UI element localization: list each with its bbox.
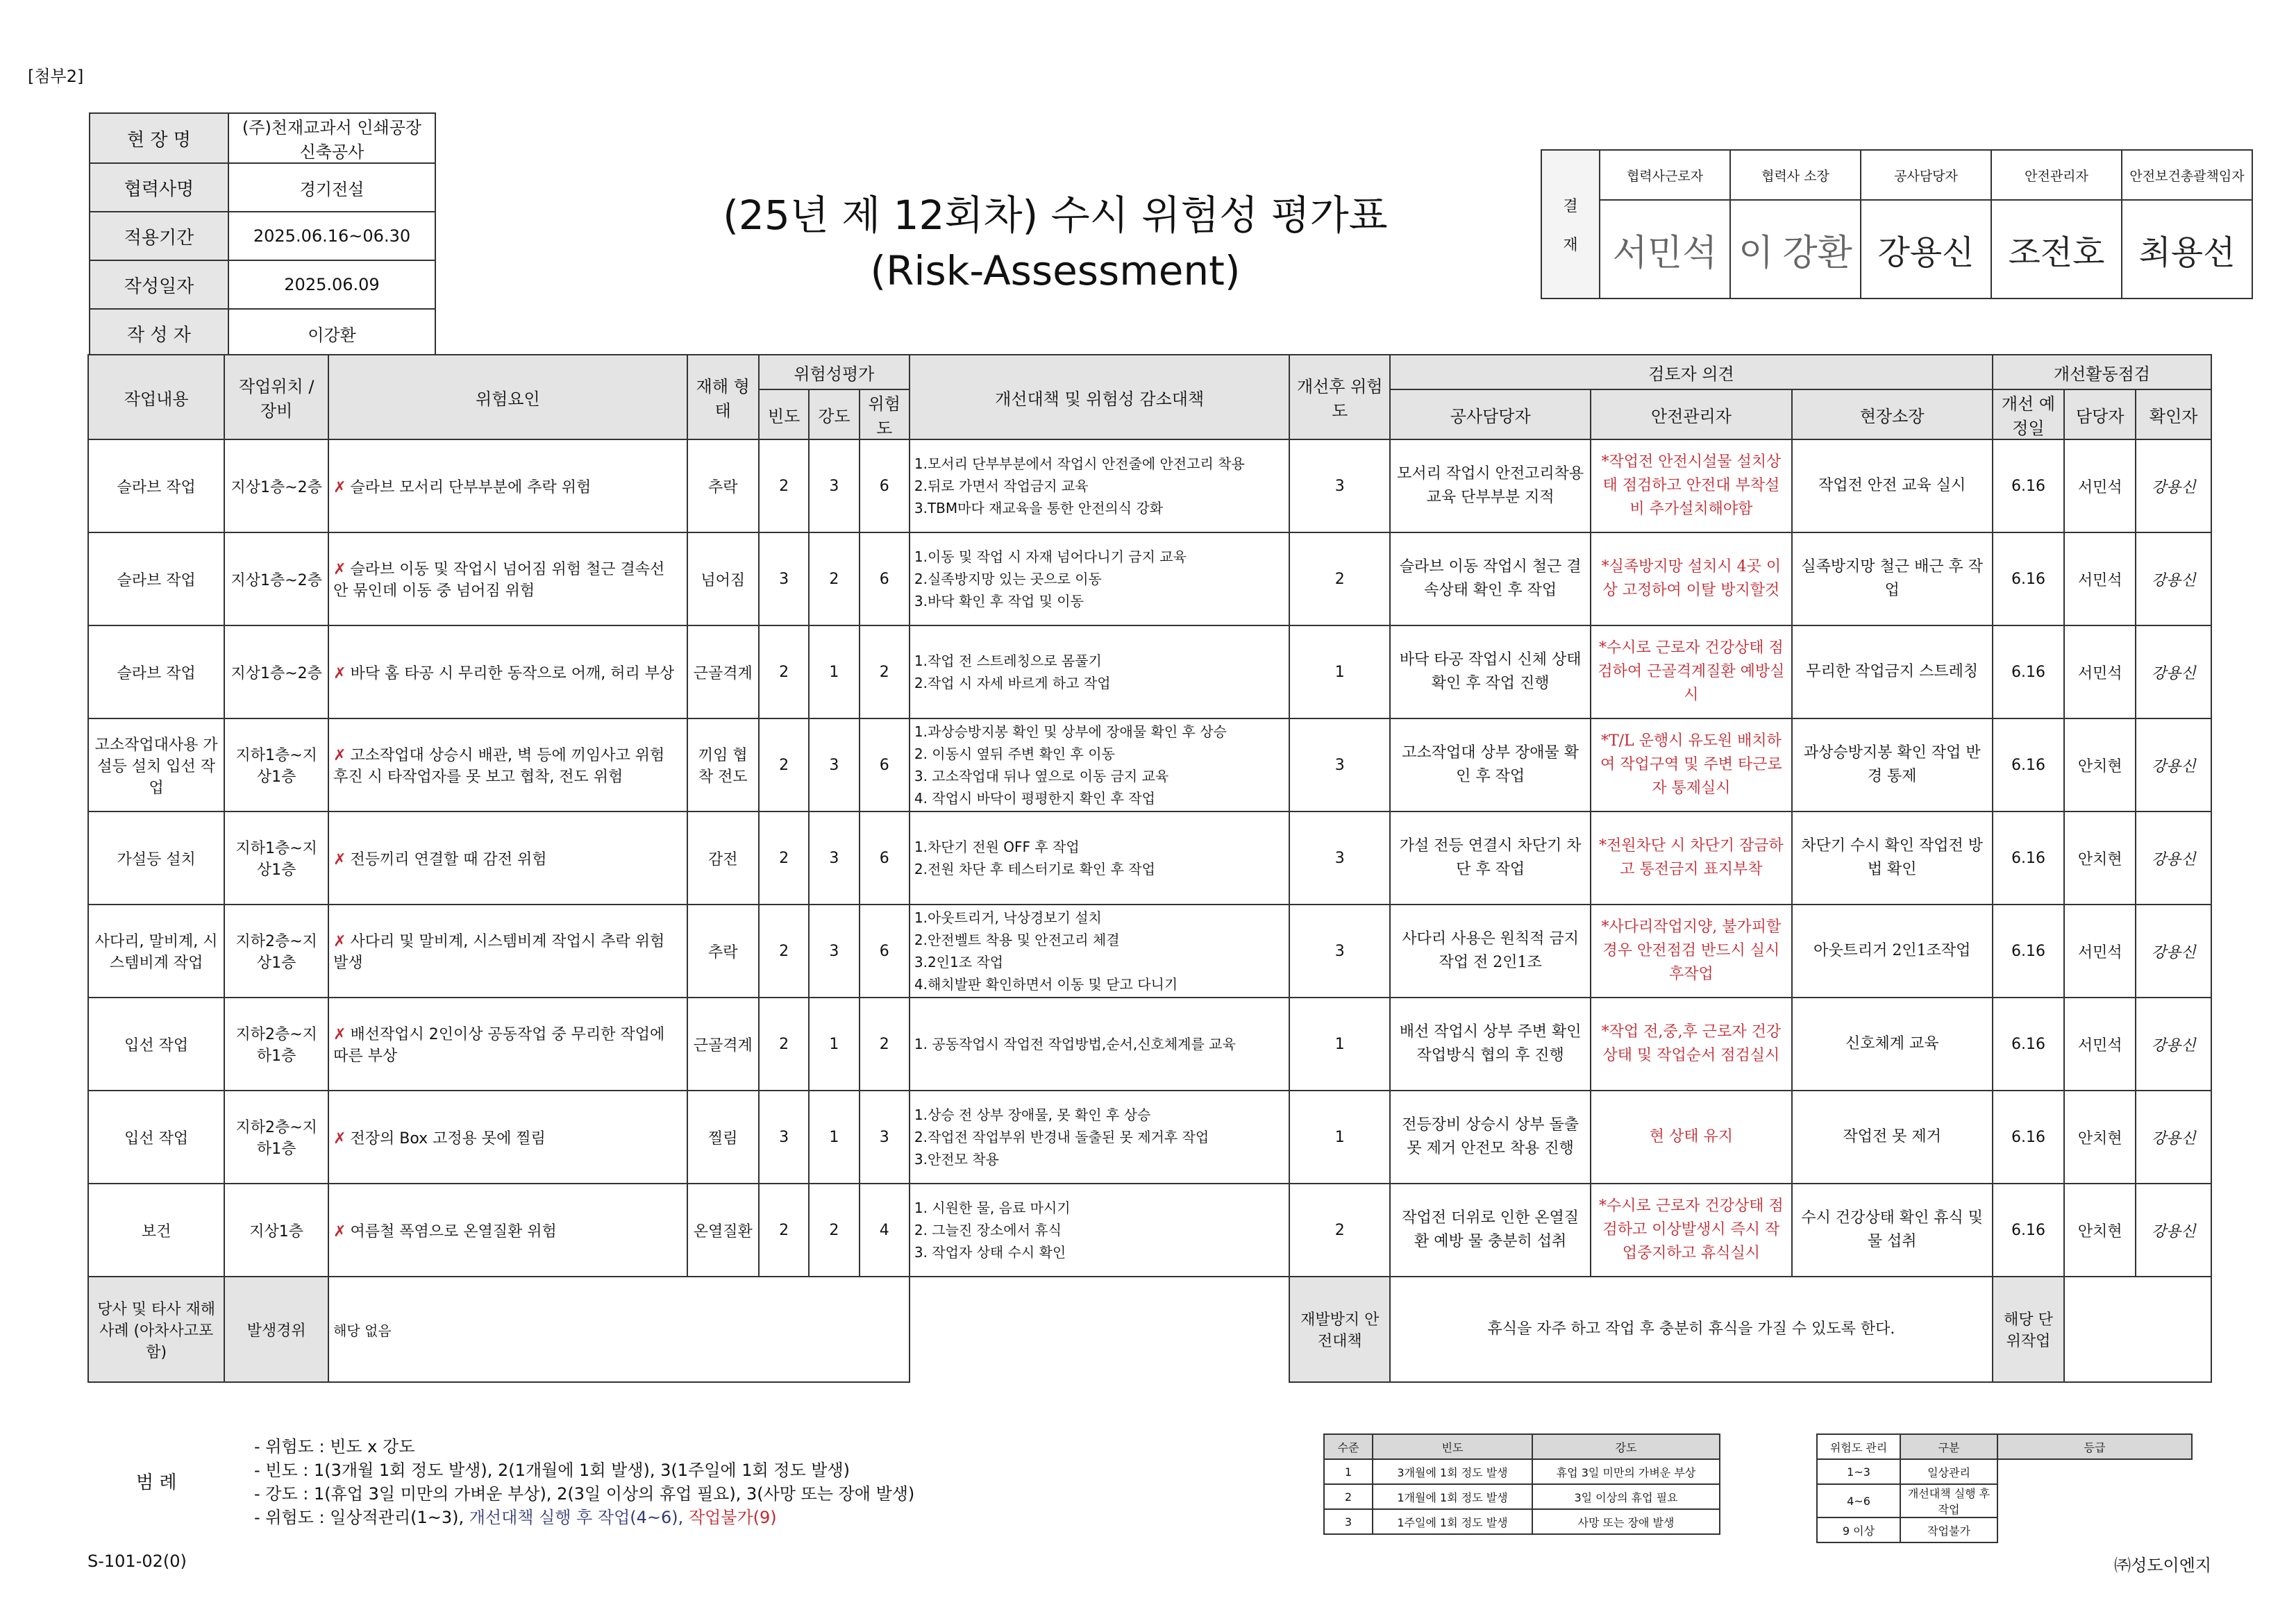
sev-cell: 3 [809, 812, 859, 905]
approval-side-2: 재 [1563, 236, 1578, 254]
date-cell: 6.16 [1993, 1184, 2064, 1277]
approval-table [1541, 149, 2253, 299]
review-site-director: 과상승방지봉 확인 작업 반경 통제 [1792, 718, 1993, 812]
review-site-manager: 전등장비 상승시 상부 돌출 못 제거 안전모 착용 진행 [1390, 1091, 1591, 1184]
improvement-line: 1.아웃트리거, 낙상경보기 설치 [914, 909, 1102, 926]
work-cell: 슬라브 작업 [88, 439, 224, 532]
header-label: 현 장 명 [90, 113, 228, 163]
review-site-manager: 가설 전등 연결시 차단기 차단 후 작업 [1390, 812, 1591, 905]
review-safety-manager: *사다리작업지양, 불가피할 경우 안전점검 반드시 실시후작업 [1591, 905, 1791, 998]
page-title [486, 187, 1625, 298]
col-activity: 개선활동점검 [1993, 355, 2211, 389]
sev-cell: 3 [809, 905, 859, 998]
mini2-row [1817, 1517, 2192, 1542]
signature-1: 서민석 [1600, 200, 1730, 298]
hazard-text: 배선작업시 2인이상 공동작업 중 무리한 작업에 따른 부상 [333, 1026, 665, 1065]
mini2-h0: 구분 [1900, 1434, 1997, 1459]
hazard-text: 전등끼리 연결할 때 감전 위험 [350, 850, 547, 868]
improvement-line: 1.차단기 전원 OFF 후 작업 [914, 839, 1080, 855]
prevention-label: 재발방지 안전대책 [1289, 1277, 1390, 1382]
legend-line-4 [254, 1506, 914, 1529]
col-sev: 강도 [809, 389, 859, 439]
checker-signature: 강용신 [2136, 1091, 2211, 1184]
improvement-line: 4. 작업시 바닥이 평평한지 확인 후 작업 [914, 790, 1155, 807]
improvement-line: 1.작업 전 스트레칭으로 몸풀기 [914, 653, 1102, 669]
signature-4: 조전호 [1991, 200, 2122, 298]
mini1-cell: 2 [1324, 1484, 1373, 1509]
header-value: 이강환 [228, 309, 435, 358]
review-site-director: 차단기 수시 확인 작업전 방법 확인 [1792, 812, 1993, 905]
col-improvement: 개선대책 및 위험성 감소대책 [910, 355, 1290, 439]
strike-mark: ✗ [333, 478, 346, 496]
date-cell: 6.16 [1993, 998, 2064, 1091]
mini2-row [1817, 1484, 2192, 1517]
owner-cell: 서민석 [2064, 532, 2136, 625]
mini1-h0: 수준 [1324, 1434, 1373, 1459]
freq-cell: 2 [759, 439, 809, 532]
work-cell: 보건 [88, 1184, 224, 1277]
table-row [88, 439, 2211, 532]
type-cell: 끼임 협착 전도 [687, 718, 759, 812]
header-label: 적용기간 [90, 212, 228, 260]
hazard-text: 슬라브 모서리 단부부분에 추락 위험 [350, 478, 592, 496]
table-row [88, 812, 2211, 905]
case-label: 당사 및 타사 재해사례 (아차사고포함) [88, 1277, 224, 1382]
review-safety-manager: 현 상태 유지 [1591, 1091, 1791, 1184]
type-cell: 온열질환 [687, 1184, 759, 1277]
hazard-cell [328, 439, 687, 532]
sev-cell: 3 [809, 718, 859, 812]
hazard-text: 고소작업대 상승시 배관, 벽 등에 끼임사고 위험 후진 시 타작업자를 못 보고 협착, 전도 위험 [333, 747, 665, 786]
legend-label: 범 례 [136, 1472, 177, 1493]
mini1-cell: 1개월에 1회 정도 발생 [1373, 1484, 1532, 1509]
col-risk: 위험도 [860, 389, 910, 439]
improvement-line: 3. 작업자 상태 수시 확인 [914, 1244, 1066, 1261]
signature-2: 이 강환 [1730, 200, 1861, 298]
hazard-cell [328, 905, 687, 998]
risk-cell: 2 [860, 625, 910, 718]
type-cell: 찔림 [687, 1091, 759, 1184]
review-site-manager: 모서리 작업시 안전고리착용 교육 단부부분 지적 [1390, 439, 1591, 532]
attachment-label: [첨부2] [28, 67, 84, 86]
risk-cell: 6 [860, 812, 910, 905]
mini1-cell: 3개월에 1회 정도 발생 [1373, 1459, 1532, 1484]
legend-line-2: - 빈도 : 1(3개월 1회 정도 발생), 2(1개월에 1회 발생), 3(1주일에 1회 정도 발생) [254, 1461, 850, 1480]
signature-3: 강용신 [1861, 200, 1991, 298]
location-cell: 지하2층~지상1층 [224, 905, 328, 998]
mini1-row [1324, 1459, 1720, 1484]
review-safety-manager: *전원차단 시 차단기 잠금하고 통전금지 표지부착 [1591, 812, 1791, 905]
improvement-line: 2. 이동시 옆뒤 주변 확인 후 이동 [914, 746, 1115, 762]
review-site-director: 실족방지망 철근 배근 후 작업 [1792, 532, 1993, 625]
risk-cell: 2 [860, 998, 910, 1091]
table-row [88, 998, 2211, 1091]
header-label: 작 성 자 [90, 309, 228, 358]
improvement-line: 1.모서리 단부부분에서 작업시 안전줄에 안전고리 착용 [914, 455, 1245, 472]
improvement-cell [910, 998, 1290, 1091]
checker-signature: 강용신 [2136, 812, 2211, 905]
mini2-side: 위험도 관리 [1817, 1434, 1900, 1459]
improvement-line: 1. 시원한 물, 음료 마시기 [914, 1200, 1071, 1216]
col-risk-eval: 위험성평가 [759, 355, 910, 389]
review-site-director: 작업전 안전 교육 실시 [1792, 439, 1993, 532]
date-cell: 6.16 [1993, 718, 2064, 812]
mini1-cell: 1 [1324, 1459, 1373, 1484]
role-5: 안전보건총괄책임자 [2122, 150, 2252, 200]
checker-signature: 강용신 [2136, 625, 2211, 718]
work-cell: 입선 작업 [88, 1091, 224, 1184]
mini2-cell: 1~3 [1817, 1459, 1900, 1484]
checker-signature: 강용신 [2136, 1184, 2211, 1277]
hazard-cell [328, 718, 687, 812]
freq-cell: 3 [759, 532, 809, 625]
strike-mark: ✗ [333, 1026, 346, 1043]
col-owner: 담당자 [2064, 389, 2136, 439]
improvement-cell [910, 718, 1290, 812]
role-4: 안전관리자 [1991, 150, 2122, 200]
date-cell: 6.16 [1993, 812, 2064, 905]
improvement-cell [910, 439, 1290, 532]
improvement-line: 2.뒤로 가면서 작업금지 교육 [914, 478, 1089, 494]
date-cell: 6.16 [1993, 532, 2064, 625]
improvement-line: 1.상승 전 상부 장애물, 못 확인 후 상승 [914, 1107, 1151, 1123]
col-type: 재해 형태 [687, 355, 759, 439]
work-cell: 입선 작업 [88, 998, 224, 1091]
improvement-line: 3.TBM마다 재교육을 통한 안전의식 강화 [914, 500, 1164, 516]
freq-cell: 2 [759, 718, 809, 812]
table-row [88, 718, 2211, 812]
hazard-cell [328, 998, 687, 1091]
review-site-manager: 고소작업대 상부 장애물 확인 후 작업 [1390, 718, 1591, 812]
type-cell: 감전 [687, 812, 759, 905]
mini1-cell: 사망 또는 장애 발생 [1532, 1509, 1720, 1534]
case-cause-label: 발생경위 [224, 1277, 328, 1382]
improvement-line: 1. 공동작업시 작업전 작업방법,순서,신호체계를 교육 [914, 1036, 1236, 1052]
review-site-director: 작업전 못 제거 [1792, 1091, 1993, 1184]
hazard-cell [328, 1091, 687, 1184]
review-safety-manager: *작업 전,중,후 근로자 건강상태 및 작업순서 점검실시 [1591, 998, 1791, 1091]
improvement-line: 4.해치발판 확인하면서 이동 및 닫고 다니기 [914, 976, 1178, 993]
sev-cell: 3 [809, 439, 859, 532]
improvement-cell [910, 812, 1290, 905]
role-1: 협력사근로자 [1600, 150, 1730, 200]
hazard-cell [328, 532, 687, 625]
mini2-h1: 등급 [1997, 1434, 2192, 1459]
improvement-cell [910, 1091, 1290, 1184]
freq-cell: 2 [759, 625, 809, 718]
location-cell: 지하1층~지상1층 [224, 718, 328, 812]
col-freq: 빈도 [759, 389, 809, 439]
risk-cell: 3 [860, 1091, 910, 1184]
improvement-line: 1.과상승방지봉 확인 및 상부에 장애물 확인 후 상승 [914, 723, 1227, 740]
signature-5: 최용선 [2122, 200, 2252, 298]
improvement-line: 2.작업전 작업부위 반경내 돌출된 못 제거후 작업 [914, 1129, 1209, 1145]
mini2-row [1817, 1459, 2192, 1484]
type-cell: 추락 [687, 905, 759, 998]
after-risk-cell: 3 [1289, 439, 1390, 532]
after-risk-cell: 1 [1289, 1091, 1390, 1184]
table-row [88, 1184, 2211, 1277]
risk-assessment-table [87, 354, 2212, 1383]
hazard-text: 슬라브 이동 및 작업시 넘어짐 위험 철근 결속선 안 묶인데 이동 중 넘어짐 위험 [333, 561, 665, 600]
col-date: 개선 예정일 [1993, 389, 2064, 439]
freq-cell: 3 [759, 1091, 809, 1184]
owner-cell: 서민석 [2064, 439, 2136, 532]
owner-cell: 안치현 [2064, 1184, 2136, 1277]
improvement-line: 2. 그늘진 장소에서 휴식 [914, 1222, 1062, 1238]
strike-mark: ✗ [333, 561, 346, 578]
after-risk-cell: 2 [1289, 532, 1390, 625]
location-cell: 지하2층~지하1층 [224, 998, 328, 1091]
risk-cell: 6 [860, 532, 910, 625]
role-2: 협력사 소장 [1730, 150, 1861, 200]
work-cell: 고소작업대사용 가설등 설치 입선 작업 [88, 718, 224, 812]
prevention-note: 휴식을 자주 하고 작업 후 충분히 휴식을 가질 수 있도록 한다. [1390, 1277, 1993, 1382]
improvement-cell [910, 905, 1290, 998]
header-label: 작성일자 [90, 260, 228, 309]
review-site-manager: 사다리 사용은 원칙적 금지 작업 전 2인1조 [1390, 905, 1591, 998]
freq-cell: 2 [759, 1184, 809, 1277]
improvement-line: 3.2인1조 작업 [914, 954, 1004, 970]
after-risk-cell: 1 [1289, 625, 1390, 718]
type-cell: 추락 [687, 439, 759, 532]
location-cell: 지하1층~지상1층 [224, 812, 328, 905]
sev-cell: 1 [809, 625, 859, 718]
col-after: 개선후 위험도 [1289, 355, 1390, 439]
improvement-line: 3.안전모 착용 [914, 1151, 999, 1168]
mini1-h2: 강도 [1532, 1434, 1720, 1459]
review-site-director: 수시 건강상태 확인 휴식 및 물 섭취 [1792, 1184, 1993, 1277]
work-cell: 슬라브 작업 [88, 532, 224, 625]
risk-cell: 6 [860, 905, 910, 998]
mini1-row [1324, 1484, 1720, 1509]
mini1-cell: 3 [1324, 1509, 1373, 1534]
mini2-cell: 9 이상 [1817, 1517, 1900, 1542]
sev-cell: 1 [809, 998, 859, 1091]
mini1-cell: 1주일에 1회 정도 발생 [1373, 1509, 1532, 1534]
after-risk-cell: 3 [1289, 718, 1390, 812]
location-cell: 지상1층~2층 [224, 532, 328, 625]
legend-lines [254, 1435, 914, 1529]
location-cell: 지상1층~2층 [224, 439, 328, 532]
owner-cell: 서민석 [2064, 998, 2136, 1091]
mini1-row [1324, 1509, 1720, 1534]
legend-line-4-blue: 개선대책 실행 후 작업(4~6), [469, 1508, 689, 1527]
improvement-line: 2.실족방지망 있는 곳으로 이동 [914, 571, 1102, 587]
review-site-manager: 슬라브 이동 작업시 철근 결속상태 확인 후 작업 [1390, 532, 1591, 625]
header-value: 경기전설 [228, 163, 435, 212]
work-cell: 사다리, 말비계, 시스템비계 작업 [88, 905, 224, 998]
improvement-cell [910, 1184, 1290, 1277]
title-line-1: (25년 제 12회차) 수시 위험성 평가표 [723, 192, 1388, 239]
col-r3: 현장소장 [1792, 389, 1993, 439]
checker-signature: 강용신 [2136, 998, 2211, 1091]
mini1-cell: 휴업 3일 미만의 가벼운 부상 [1532, 1459, 1720, 1484]
mini1-h1: 빈도 [1373, 1434, 1532, 1459]
review-site-manager: 작업전 더위로 인한 온열질환 예방 물 충분히 섭취 [1390, 1184, 1591, 1277]
checker-signature: 강용신 [2136, 439, 2211, 532]
checker-signature: 강용신 [2136, 905, 2211, 998]
review-site-manager: 배선 작업시 상부 주변 확인 작업방식 협의 후 진행 [1390, 998, 1591, 1091]
improvement-line: 3.바닥 확인 후 작업 및 이동 [914, 593, 1084, 609]
freq-cell: 2 [759, 998, 809, 1091]
improvement-line: 2.전원 차단 후 테스터기로 확인 후 작업 [914, 861, 1155, 877]
improvement-line: 1.이동 및 작업 시 자재 넘어다니기 금지 교육 [914, 548, 1187, 565]
hazard-cell [328, 1184, 687, 1277]
owner-cell: 안치현 [2064, 718, 2136, 812]
title-line-2: (Risk-Assessment) [870, 247, 1241, 294]
location-cell: 지상1층 [224, 1184, 328, 1277]
col-r2: 안전관리자 [1591, 389, 1791, 439]
type-cell: 근골격계 [687, 625, 759, 718]
improvement-line: 2.작업 시 자세 바르게 하고 작업 [914, 675, 1111, 691]
improvement-line: 3. 고소작업대 뒤나 옆으로 이동 금지 교육 [914, 768, 1169, 784]
risk-cell: 6 [860, 439, 910, 532]
approval-side-1: 결 [1563, 197, 1578, 215]
after-risk-cell: 1 [1289, 998, 1390, 1091]
risk-cell: 6 [860, 718, 910, 812]
header-value: 2025.06.09 [228, 260, 435, 309]
sev-cell: 2 [809, 1184, 859, 1277]
table-row [88, 532, 2211, 625]
strike-mark: ✗ [333, 747, 346, 764]
after-risk-cell: 2 [1289, 1184, 1390, 1277]
role-3: 공사담당자 [1861, 150, 1991, 200]
strike-mark: ✗ [333, 850, 346, 868]
header-value: 2025.06.16~06.30 [228, 212, 435, 260]
table-row [88, 905, 2211, 998]
review-safety-manager: *작업전 안전시설물 설치상태 점검하고 안전대 부착설비 추가설치해야함 [1591, 439, 1791, 532]
location-cell: 지하2층~지하1층 [224, 1091, 328, 1184]
owner-cell: 서민석 [2064, 625, 2136, 718]
unit-label: 해당 단위작업 [1993, 1277, 2064, 1382]
improvement-cell [910, 532, 1290, 625]
legend-line-4-prefix: - 위험도 : 일상적관리(1~3), [254, 1508, 469, 1527]
col-work: 작업내용 [88, 355, 224, 439]
col-r1: 공사담당자 [1390, 389, 1591, 439]
location-cell: 지상1층~2층 [224, 625, 328, 718]
sev-cell: 1 [809, 1091, 859, 1184]
checker-signature: 강용신 [2136, 532, 2211, 625]
owner-cell: 안치현 [2064, 812, 2136, 905]
approval-side-label [1541, 150, 1600, 298]
date-cell: 6.16 [1993, 905, 2064, 998]
date-cell: 6.16 [1993, 625, 2064, 718]
case-cause-value: 해당 없음 [328, 1277, 910, 1382]
hazard-cell [328, 625, 687, 718]
date-cell: 6.16 [1993, 439, 2064, 532]
freq-cell: 2 [759, 905, 809, 998]
sev-cell: 2 [809, 532, 859, 625]
hazard-text: 여름철 폭염으로 온열질환 위험 [350, 1222, 557, 1241]
freq-cell: 2 [759, 812, 809, 905]
review-safety-manager: *수시로 근로자 건강상태 점검하고 이상발생시 즉시 작업중지하고 휴식실시 [1591, 1184, 1791, 1277]
col-hazard: 위험요인 [328, 355, 687, 439]
col-checker: 확인자 [2136, 389, 2211, 439]
review-site-director: 아웃트리거 2인1조작업 [1792, 905, 1993, 998]
type-cell: 넘어짐 [687, 532, 759, 625]
legend-line-1: - 위험도 : 빈도 x 강도 [254, 1437, 415, 1456]
freq-severity-legend-table [1323, 1433, 1720, 1535]
strike-mark: ✗ [333, 664, 346, 682]
header-value: (주)천재교과서 인쇄공장 신축공사 [228, 113, 435, 163]
improvement-cell [910, 625, 1290, 718]
review-site-director: 신호체계 교육 [1792, 998, 1993, 1091]
risk-grade-legend-table [1816, 1433, 2193, 1543]
strike-mark: ✗ [333, 933, 346, 950]
owner-cell: 서민석 [2064, 905, 2136, 998]
header-label: 협력사명 [90, 163, 228, 212]
date-cell: 6.16 [1993, 1091, 2064, 1184]
strike-mark: ✗ [333, 1222, 346, 1241]
mini1-cell: 3일 이상의 휴업 필요 [1532, 1484, 1720, 1509]
hazard-text: 바닥 홈 타공 시 무리한 동작으로 어깨, 허리 부상 [350, 664, 675, 682]
strike-mark: ✗ [333, 1129, 346, 1147]
mini2-cell: 일상관리 [1900, 1459, 1997, 1484]
hazard-cell [328, 812, 687, 905]
table-row [88, 625, 2211, 718]
review-site-director: 무리한 작업금지 스트레칭 [1792, 625, 1993, 718]
table-row [88, 1091, 2211, 1184]
review-safety-manager: *실족방지망 설치시 4곳 이상 고정하여 이탈 방지할것 [1591, 532, 1791, 625]
mini2-cell: 개선대책 실행 후 작업 [1900, 1484, 1997, 1517]
after-risk-cell: 3 [1289, 905, 1390, 998]
review-safety-manager: *수시로 근로자 건강상태 점검하여 근골격계질환 예방실시 [1591, 625, 1791, 718]
mini2-cell: 4~6 [1817, 1484, 1900, 1517]
type-cell: 근골격계 [687, 998, 759, 1091]
header-info-table [89, 112, 436, 358]
work-cell: 슬라브 작업 [88, 625, 224, 718]
risk-cell: 4 [860, 1184, 910, 1277]
review-safety-manager: *T/L 운행시 유도원 배치하여 작업구역 및 주변 타근로자 통제실시 [1591, 718, 1791, 812]
mini2-cell: 작업불가 [1900, 1517, 1997, 1542]
legend-line-3: - 강도 : 1(휴업 3일 미만의 가벼운 부상), 2(3일 이상의 휴업 필요), 3(사망 또는 장애 발생) [254, 1484, 915, 1504]
legend-line-4-red: 작업불가(9) [688, 1508, 777, 1527]
hazard-text: 전장의 Box 고정용 못에 찔림 [350, 1129, 546, 1147]
checker-signature: 강용신 [2136, 718, 2211, 812]
owner-cell: 안치현 [2064, 1091, 2136, 1184]
work-cell: 가설등 설치 [88, 812, 224, 905]
col-reviewer: 검토자 의견 [1390, 355, 1993, 389]
after-risk-cell: 3 [1289, 812, 1390, 905]
hazard-text: 사다리 및 말비계, 시스템비계 작업시 추락 위험 발생 [333, 933, 665, 972]
footer-code: S-101-02(0) [87, 1551, 187, 1571]
col-location: 작업위치 / 장비 [224, 355, 328, 439]
improvement-line: 2.안전벨트 착용 및 안전고리 체결 [914, 932, 1120, 948]
review-site-manager: 바닥 타공 작업시 신체 상태 확인 후 작업 진행 [1390, 625, 1591, 718]
footer-company: ㈜성도이엔지 [2114, 1556, 2211, 1575]
